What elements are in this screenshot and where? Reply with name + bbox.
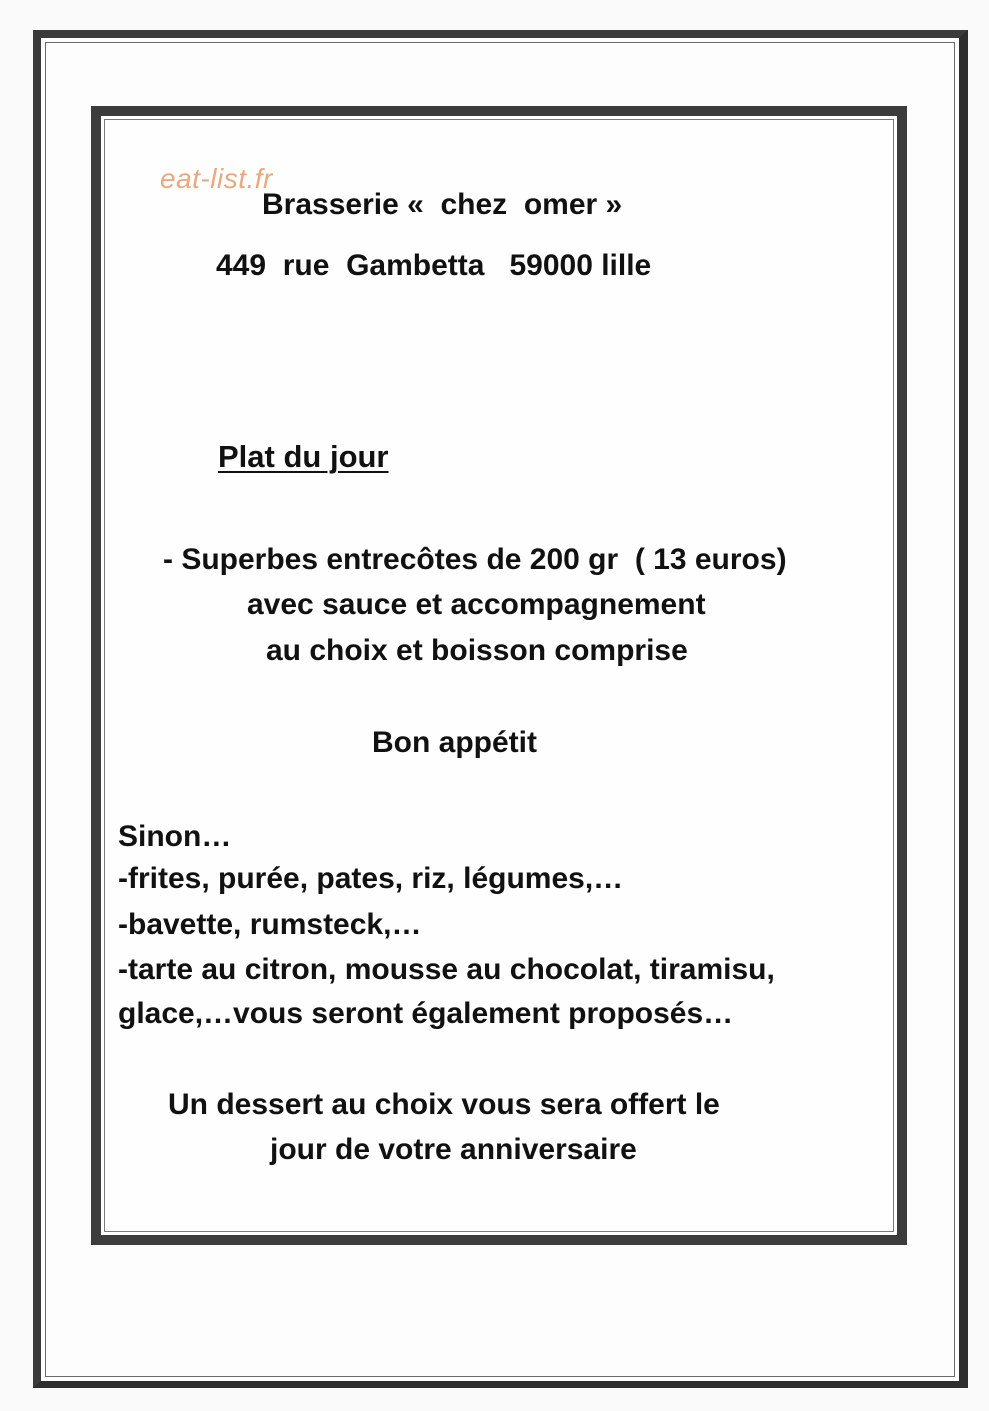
restaurant-name: Brasserie « chez omer » [262, 188, 623, 221]
birthday-offer-line-2: jour de votre anniversaire [270, 1133, 637, 1166]
dish-line-3: au choix et boisson comprise [266, 634, 688, 667]
alternatives-meats: -bavette, rumsteck,… [118, 908, 422, 941]
birthday-offer-line-1: Un dessert au choix vous sera offert le [168, 1088, 720, 1121]
dish-line-1: - Superbes entrecôtes de 200 gr ( 13 euros) [163, 543, 787, 576]
alternatives-intro: Sinon… [118, 820, 232, 853]
dish-line-2: avec sauce et accompagnement [247, 588, 706, 621]
alternatives-desserts-continued: glace,…vous seront également proposés… [118, 997, 734, 1030]
greeting: Bon appétit [372, 726, 537, 759]
alternatives-sides: -frites, purée, pates, riz, légumes,… [118, 862, 624, 895]
section-title-plat-du-jour: Plat du jour [218, 439, 389, 474]
restaurant-address: 449 rue Gambetta 59000 lille [216, 249, 652, 282]
watermark: eat-list.fr [160, 163, 273, 194]
alternatives-desserts: -tarte au citron, mousse au chocolat, tiramisu, [118, 953, 775, 986]
